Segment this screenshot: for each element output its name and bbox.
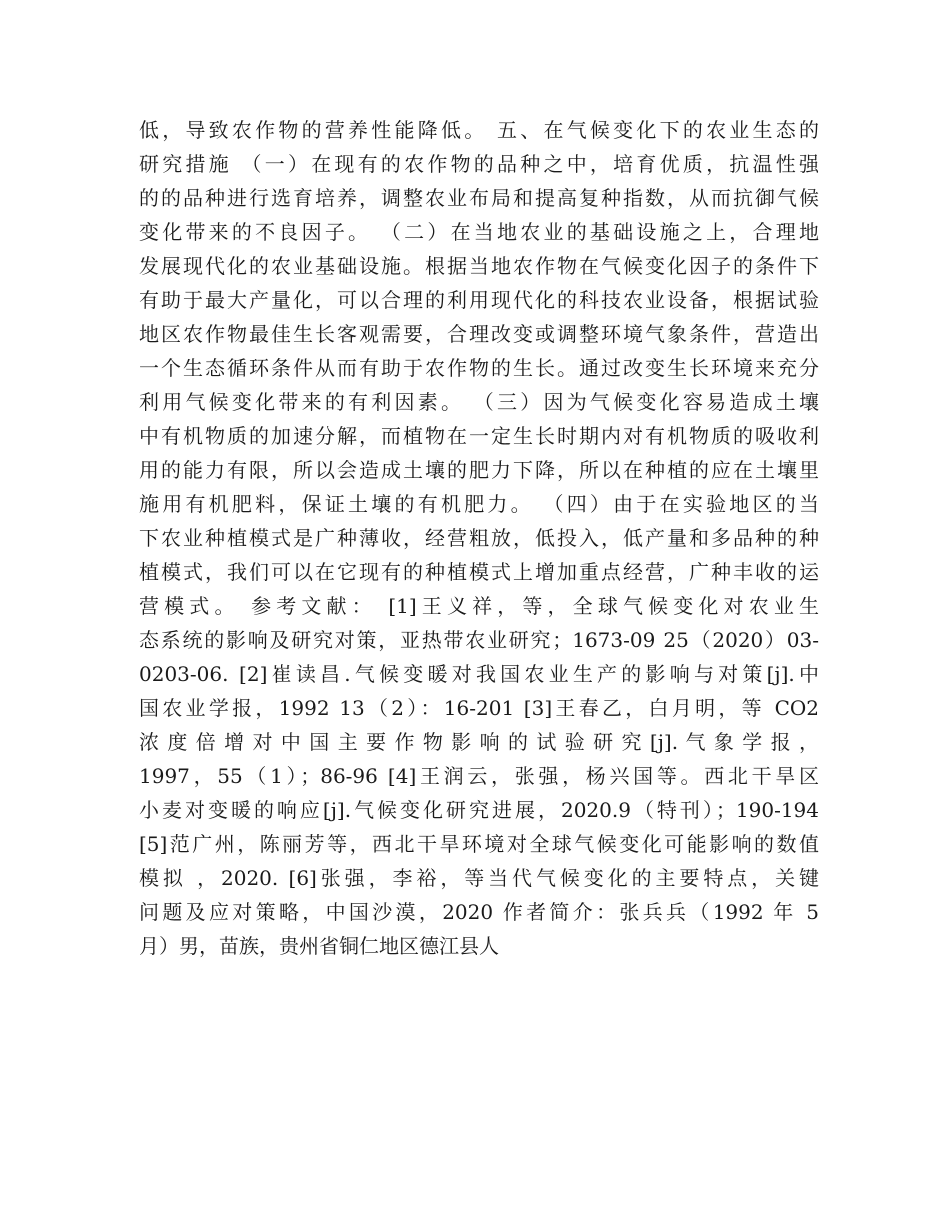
body-text <box>139 113 819 963</box>
text-line: 低，导致农作物的营养性能降低。 五、在气候变化下的农业生态的 <box>139 118 819 142</box>
text-line: [5]范广州，陈丽芳等，西北干旱环境对全球气候变化可能影响的数值 <box>139 832 819 856</box>
text-line: 1997，55（1）；86-96 [4]王润云，张强，杨兴国等。西北干旱区 <box>139 764 819 788</box>
text-line: 浓 度 倍 增 对 中 国 主 要 作 物 影 响 的 试 验 研 究 [j]. 气 象 学 报 ， <box>139 730 819 754</box>
text-line: 植模式，我们可以在它现有的种植模式上增加重点经营，广种丰收的运 <box>139 560 819 584</box>
text-line: 下农业种植模式是广种薄收，经营粗放，低投入，低产量和多品种的种 <box>139 526 819 550</box>
text-line: 发展现代化的农业基础设施。根据当地农作物在气候变化因子的条件下 <box>139 254 819 278</box>
text-line: 地区农作物最佳生长客观需要，合理改变或调整环境气象条件，营造出 <box>139 322 819 346</box>
text-line: 问题及应对策略，中国沙漠，2020 作者简介：张兵兵（1992 年 5 <box>139 900 819 924</box>
text-line: 小麦对变暖的响应[j].气候变化研究进展，2020.9（特刊）；190-194 <box>139 798 819 822</box>
text-line: 月）男，苗族，贵州省铜仁地区德江县人 <box>139 934 499 958</box>
text-line: 国农业学报，1992 13（2）：16-201 [3]王春乙，白月明，等 CO2 <box>139 696 819 720</box>
text-line: 一个生态循环条件从而有助于农作物的生长。通过改变生长环境来充分 <box>139 356 819 380</box>
text-line: 态系统的影响及研究对策，亚热带农业研究；1673-09 25（2020）03- <box>139 628 819 652</box>
text-line: 的的品种进行选育培养，调整农业布局和提高复种指数，从而抗御气候 <box>139 186 819 210</box>
text-line: 研究措施 （一）在现有的农作物的品种之中，培育优质，抗温性强 <box>139 152 819 176</box>
text-line: 有助于最大产量化，可以合理的利用现代化的科技农业设备，根据试验 <box>139 288 819 312</box>
text-line: 利用气候变化带来的有利因素。 （三）因为气候变化容易造成土壤 <box>139 390 819 414</box>
text-line: 0203-06. [2]崔读昌.气候变暖对我国农业生产的影响与对策[j].中 <box>139 662 819 686</box>
text-line: 用的能力有限，所以会造成土壤的肥力下降，所以在种植的应在土壤里 <box>139 458 819 482</box>
text-line: 中有机物质的加速分解，而植物在一定生长时期内对有机物质的吸收利 <box>139 424 819 448</box>
text-line: 施用有机肥料，保证土壤的有机肥力。 （四）由于在实验地区的当 <box>139 492 819 516</box>
text-line: 变化带来的不良因子。 （二）在当地农业的基础设施之上，合理地 <box>139 220 819 244</box>
text-line: 模拟 ，2020. [6]张强，李裕，等当代气候变化的主要特点，关键 <box>139 866 819 890</box>
text-line: 营模式。 参考文献： [1]王义祥，等，全球气候变化对农业生 <box>139 594 819 618</box>
